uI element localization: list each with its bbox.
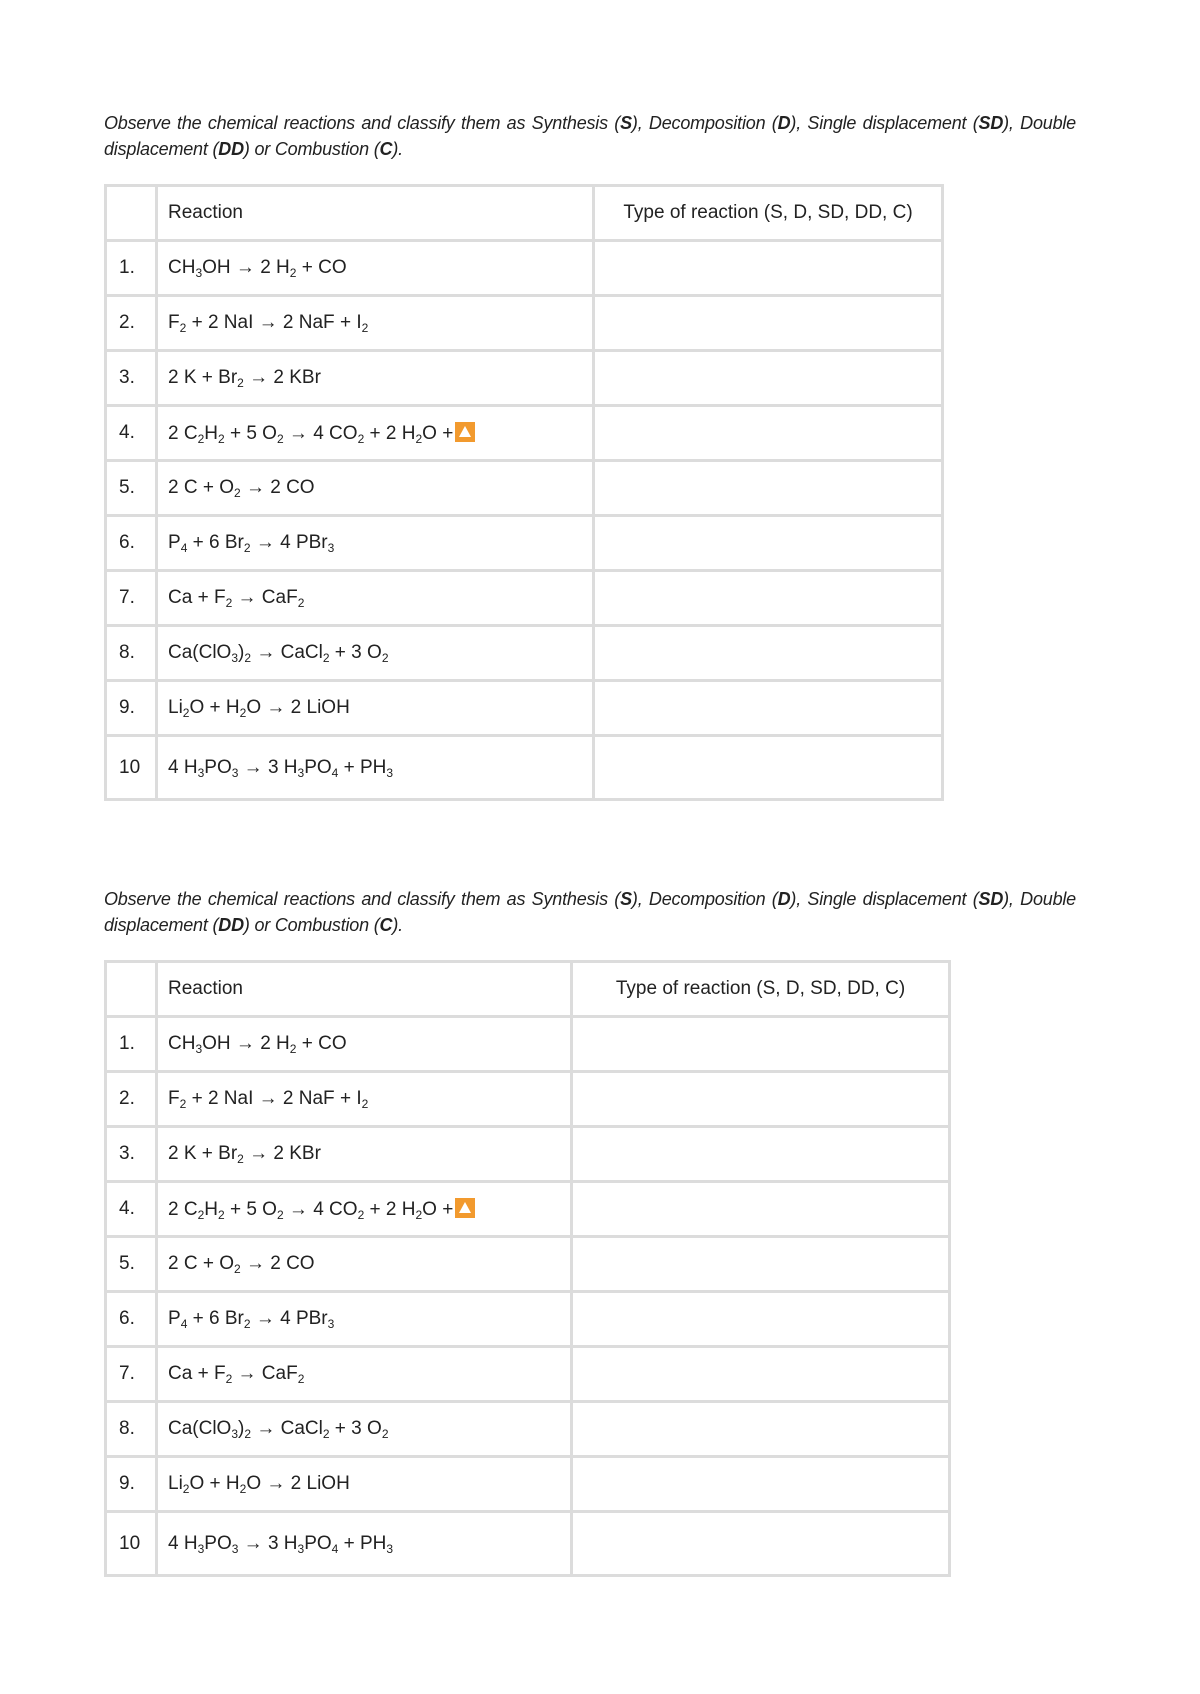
equation-text: + 6 Br	[187, 1308, 244, 1329]
table-row	[106, 1237, 950, 1292]
equation-text: 2 C + O	[168, 1253, 234, 1274]
equation-text: Ca + F	[168, 1363, 226, 1384]
subscript: 2	[276, 431, 284, 446]
table-body	[106, 1017, 950, 1576]
row-number: 8.	[106, 626, 157, 681]
equation-text: + 3 O	[329, 642, 382, 663]
subscript: 2	[239, 1482, 247, 1496]
equation-text: + 2 NaI → 2 NaF + I	[186, 312, 362, 333]
answer-cell[interactable]	[572, 1072, 950, 1127]
equation-text: + 5 O	[224, 422, 277, 444]
instruction-fragment: ).	[392, 139, 403, 159]
instruction-code: DD	[218, 139, 244, 159]
subscript: 3	[297, 765, 305, 780]
subscript: 2	[218, 1207, 225, 1222]
reaction-equation	[157, 736, 594, 800]
reaction-equation	[157, 681, 594, 736]
reaction-equation	[157, 1237, 572, 1292]
subscript: 3	[195, 1042, 203, 1056]
header-reaction: Reaction	[157, 186, 594, 241]
subscript: 2	[361, 321, 369, 335]
equation-text: CH	[168, 1033, 196, 1054]
subscript: 3	[197, 1541, 205, 1556]
equation-text: O +	[422, 422, 454, 444]
equation-text: Li	[168, 1473, 183, 1494]
subscript: 2	[244, 651, 252, 665]
subscript: 3	[231, 765, 239, 780]
subscript: 2	[243, 1317, 251, 1331]
reaction-equation	[157, 1292, 572, 1347]
equation-text: Li	[168, 697, 183, 718]
subscript: 2	[381, 1427, 389, 1441]
equation-text: → CaCl	[251, 1418, 323, 1439]
subscript: 2	[234, 486, 241, 500]
reaction-equation	[157, 351, 594, 406]
equation-text: → CaF	[232, 587, 298, 608]
equation-text: + 5 O	[224, 1198, 277, 1220]
subscript: 2	[237, 376, 244, 390]
instruction-fragment: ), Single displacement (	[790, 113, 979, 133]
table-row	[106, 681, 943, 736]
equation-text: → 2 CO	[240, 1253, 315, 1274]
equation-text: O → 2 LiOH	[246, 1473, 350, 1494]
reaction-equation	[157, 241, 594, 296]
answer-cell[interactable]	[594, 351, 943, 406]
instruction-code: D	[777, 113, 791, 133]
equation-text: F	[168, 312, 180, 333]
table-row	[106, 736, 943, 800]
row-number: 10	[106, 1512, 157, 1576]
subscript: 3	[195, 266, 203, 280]
equation-text: → CaF	[232, 1363, 298, 1384]
table-row	[106, 1072, 950, 1127]
subscript: 2	[218, 431, 225, 446]
subscript: 2	[225, 596, 233, 610]
equation-text: + 3 O	[329, 1418, 382, 1439]
table-row	[106, 296, 943, 351]
answer-cell[interactable]	[572, 1017, 950, 1072]
instruction-fragment: ), Single displacement (	[790, 889, 979, 909]
equation-text: )	[238, 642, 245, 663]
subscript: 3	[231, 1541, 239, 1556]
equation-text: O + H	[189, 1473, 240, 1494]
warning-triangle-icon	[455, 1198, 475, 1218]
reaction-equation	[157, 461, 594, 516]
answer-cell[interactable]	[594, 571, 943, 626]
worksheet-section-2	[104, 886, 1076, 1577]
equation-text: 4 H	[168, 756, 198, 778]
instruction-fragment: ), Decomposition (	[631, 113, 778, 133]
equation-text: Ca + F	[168, 587, 226, 608]
equation-text: OH → 2 H	[202, 257, 290, 278]
equation-text: P	[168, 532, 181, 553]
equation-text: 2 K + Br	[168, 1143, 238, 1164]
table-row	[106, 461, 943, 516]
subscript: 2	[244, 1427, 252, 1441]
row-number: 8.	[106, 1402, 157, 1457]
equation-text: + CO	[296, 257, 347, 278]
subscript: 4	[331, 1541, 339, 1556]
answer-cell[interactable]	[594, 406, 943, 461]
subscript: 2	[361, 1097, 369, 1111]
reactions-table	[104, 960, 951, 1577]
subscript: 2	[357, 431, 365, 446]
instruction-fragment: Observe the chemical reactions and classify them as Synthesis (	[104, 889, 621, 909]
subscript: 2	[415, 431, 423, 446]
equation-text: → 4 PBr	[250, 532, 328, 553]
equation-text: PO	[204, 756, 232, 778]
subscript: 2	[197, 1207, 205, 1222]
equation-text: PO	[204, 1532, 232, 1554]
reaction-equation	[157, 516, 594, 571]
subscript: 2	[197, 431, 205, 446]
subscript: 2	[289, 266, 297, 280]
answer-cell[interactable]	[572, 1237, 950, 1292]
instruction-fragment: ).	[392, 915, 403, 935]
table-row	[106, 1347, 950, 1402]
table-row	[106, 241, 943, 296]
subscript: 4	[331, 765, 339, 780]
answer-cell[interactable]	[572, 1457, 950, 1512]
answer-cell[interactable]	[594, 626, 943, 681]
table-row	[106, 516, 943, 571]
reaction-equation	[157, 296, 594, 351]
equation-text: → 3 H	[238, 756, 298, 778]
instruction-code: S	[620, 889, 632, 909]
row-number: 2.	[106, 296, 157, 351]
header-reaction: Reaction	[157, 962, 572, 1017]
row-number: 9.	[106, 681, 157, 736]
subscript: 2	[182, 1482, 190, 1496]
answer-cell[interactable]	[572, 1292, 950, 1347]
answer-cell[interactable]	[572, 1347, 950, 1402]
subscript: 2	[322, 651, 330, 665]
subscript: 2	[237, 1152, 244, 1166]
instruction-code: D	[777, 889, 791, 909]
row-number: 3.	[106, 1127, 157, 1182]
subscript: 3	[327, 1317, 335, 1331]
answer-cell[interactable]	[594, 516, 943, 571]
instruction-fragment: ), Double displacement (	[104, 113, 1076, 159]
equation-text: PO	[304, 756, 332, 778]
table-row	[106, 1402, 950, 1457]
reaction-equation	[157, 1347, 572, 1402]
answer-cell[interactable]	[572, 1127, 950, 1182]
equation-text: Ca(ClO	[168, 1418, 232, 1439]
reaction-equation	[157, 1402, 572, 1457]
subscript: 2	[322, 1427, 330, 1441]
subscript: 2	[225, 1372, 233, 1386]
equation-text: + 2 NaI → 2 NaF + I	[186, 1088, 362, 1109]
equation-text: + CO	[296, 1033, 347, 1054]
subscript: 2	[357, 1207, 365, 1222]
subscript: 4	[180, 1317, 188, 1331]
equation-text: + PH	[338, 756, 387, 778]
reaction-equation	[157, 406, 594, 461]
row-number: 5.	[106, 1237, 157, 1292]
subscript: 2	[243, 541, 251, 555]
instruction-code: SD	[978, 889, 1004, 909]
reaction-equation	[157, 1457, 572, 1512]
subscript: 4	[180, 541, 188, 555]
table-row	[106, 1182, 950, 1237]
answer-cell[interactable]	[594, 681, 943, 736]
row-number: 9.	[106, 1457, 157, 1512]
equation-text: 2 C	[168, 1198, 198, 1220]
equation-text: → 2 CO	[240, 477, 315, 498]
answer-cell[interactable]	[594, 296, 943, 351]
warning-triangle-icon	[455, 422, 475, 442]
row-number: 1.	[106, 1017, 157, 1072]
reaction-equation	[157, 571, 594, 626]
table-row	[106, 1017, 950, 1072]
instruction-text	[104, 110, 1076, 162]
instruction-fragment: Observe the chemical reactions and classify them as Synthesis (	[104, 113, 621, 133]
table-header-row	[106, 186, 943, 241]
equation-text: 2 C	[168, 422, 198, 444]
table-row	[106, 1292, 950, 1347]
answer-cell[interactable]	[594, 241, 943, 296]
equation-text: CH	[168, 257, 196, 278]
subscript: 3	[231, 651, 239, 665]
equation-text: + 2 H	[364, 422, 416, 444]
row-number: 5.	[106, 461, 157, 516]
header-number-cell	[106, 962, 157, 1017]
row-number: 1.	[106, 241, 157, 296]
table-row	[106, 571, 943, 626]
row-number: 3.	[106, 351, 157, 406]
reactions-table	[104, 184, 944, 801]
row-number: 2.	[106, 1072, 157, 1127]
equation-text: Ca(ClO	[168, 642, 232, 663]
row-number: 6.	[106, 516, 157, 571]
equation-text: + 2 H	[364, 1198, 416, 1220]
equation-text: OH → 2 H	[202, 1033, 290, 1054]
equation-text: 4 H	[168, 1532, 198, 1554]
instruction-code: C	[379, 139, 393, 159]
reaction-equation	[157, 1182, 572, 1237]
subscript: 3	[327, 541, 335, 555]
answer-cell[interactable]	[594, 461, 943, 516]
equation-text: 2 K + Br	[168, 367, 238, 388]
subscript: 2	[234, 1262, 241, 1276]
subscript: 3	[231, 1427, 239, 1441]
instruction-code: DD	[218, 915, 244, 935]
header-number-cell	[106, 186, 157, 241]
reaction-equation	[157, 626, 594, 681]
equation-text: + 6 Br	[187, 532, 244, 553]
subscript: 2	[179, 321, 187, 335]
answer-cell[interactable]	[572, 1182, 950, 1237]
equation-text: → 2 KBr	[243, 1143, 321, 1164]
equation-text: + PH	[338, 1532, 387, 1554]
subscript: 3	[197, 765, 205, 780]
row-number: 4.	[106, 1182, 157, 1237]
answer-cell[interactable]	[572, 1402, 950, 1457]
answer-cell[interactable]	[572, 1512, 950, 1576]
table-row	[106, 1512, 950, 1576]
equation-text: P	[168, 1308, 181, 1329]
subscript: 3	[386, 765, 394, 780]
instruction-code: S	[620, 113, 632, 133]
row-number: 7.	[106, 571, 157, 626]
subscript: 2	[276, 1207, 284, 1222]
header-type-of-reaction: Type of reaction (S, D, SD, DD, C)	[572, 962, 950, 1017]
subscript: 2	[182, 706, 190, 720]
table-row	[106, 351, 943, 406]
reaction-equation	[157, 1017, 572, 1072]
instruction-code: C	[379, 915, 393, 935]
equation-text: → 4 PBr	[250, 1308, 328, 1329]
equation-text: H	[204, 1198, 218, 1220]
equation-text: → 4 CO	[283, 422, 358, 444]
subscript: 2	[289, 1042, 297, 1056]
instruction-text	[104, 886, 1076, 938]
row-number: 7.	[106, 1347, 157, 1402]
equation-text: O +	[422, 1198, 454, 1220]
instruction-fragment: ), Decomposition (	[631, 889, 778, 909]
reaction-equation	[157, 1512, 572, 1576]
equation-text: → 2 KBr	[243, 367, 321, 388]
reaction-equation	[157, 1072, 572, 1127]
header-type-of-reaction: Type of reaction (S, D, SD, DD, C)	[594, 186, 943, 241]
equation-text: 2 C + O	[168, 477, 234, 498]
equation-text: → CaCl	[251, 642, 323, 663]
answer-cell[interactable]	[594, 736, 943, 800]
equation-text: → 3 H	[238, 1532, 298, 1554]
table-row	[106, 406, 943, 461]
equation-text: PO	[304, 1532, 332, 1554]
table-header-row	[106, 962, 950, 1017]
row-number: 6.	[106, 1292, 157, 1347]
instruction-code: SD	[978, 113, 1004, 133]
subscript: 2	[415, 1207, 423, 1222]
subscript: 2	[381, 651, 389, 665]
table-row	[106, 626, 943, 681]
subscript: 3	[386, 1541, 394, 1556]
worksheet-section-1	[104, 110, 1076, 801]
table-row	[106, 1127, 950, 1182]
subscript: 2	[297, 596, 305, 610]
row-number: 4.	[106, 406, 157, 461]
table-body	[106, 241, 943, 800]
equation-text: → 4 CO	[283, 1198, 358, 1220]
subscript: 2	[297, 1372, 305, 1386]
subscript: 2	[239, 706, 247, 720]
instruction-fragment: ) or Combustion (	[243, 915, 380, 935]
equation-text: H	[204, 422, 218, 444]
row-number: 10	[106, 736, 157, 800]
subscript: 3	[297, 1541, 305, 1556]
reaction-equation	[157, 1127, 572, 1182]
equation-text: )	[238, 1418, 245, 1439]
instruction-fragment: ), Double displacement (	[104, 889, 1076, 935]
equation-text: O → 2 LiOH	[246, 697, 350, 718]
subscript: 2	[179, 1097, 187, 1111]
equation-text: O + H	[189, 697, 240, 718]
instruction-fragment: ) or Combustion (	[243, 139, 380, 159]
equation-text: F	[168, 1088, 180, 1109]
table-row	[106, 1457, 950, 1512]
